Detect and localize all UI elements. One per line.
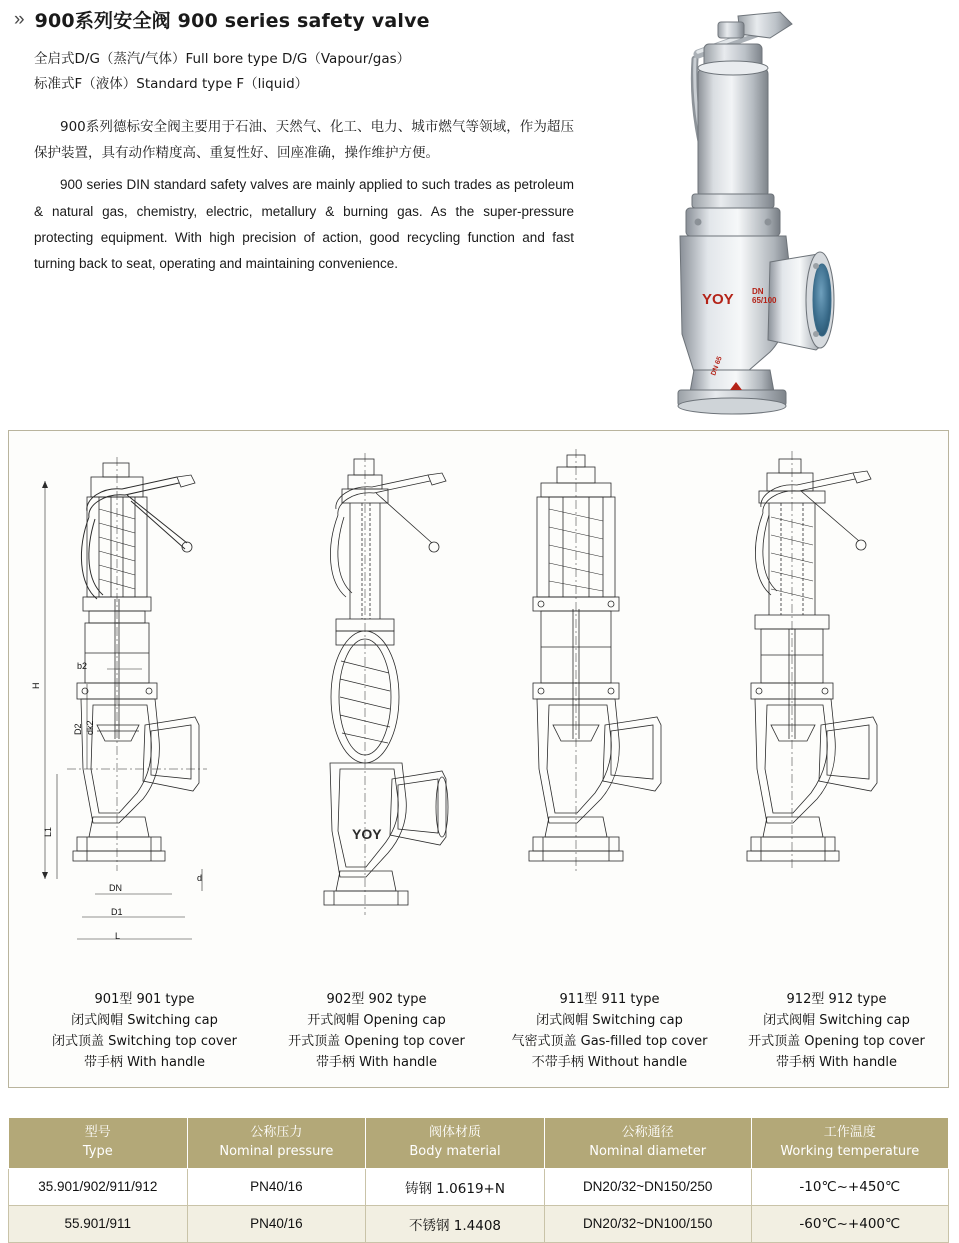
intro-paragraph-cn <box>34 115 574 166</box>
caption-912-line3: 带手柄 With handle <box>775 1055 898 1071</box>
intro-paragraph-en-text: 900 series DIN standard safety valves are mainly applied to such trades as petroleum & natural gas, chemistry, electric, metallury & burning gas. As the super-pressure protecting equipment. With high precision of action, good recycling function and fast turning back to seat, operating and maintaining convenience. <box>34 177 574 272</box>
row2-diameter: DN20/32~DN100/150 <box>544 1205 751 1242</box>
dim-label-h: H <box>31 682 41 689</box>
spec-header-pressure-cn: 公称压力 <box>250 1125 303 1140</box>
spec-header-temperature-en: Working temperature <box>780 1143 920 1159</box>
drawing-901-svg <box>27 439 262 979</box>
spec-header-type-en: Type <box>82 1143 113 1159</box>
row2-material: 不锈钢 1.4408 <box>366 1205 545 1242</box>
row1-type: 35.901/902/911/912 <box>9 1168 188 1205</box>
intro-paragraph-cn-text: 900系列德标安全阀主要用于石油、天然气、化工、电力、城市燃气等领域，作为超压保护装置，具有动作精度高、重复性好、回座准确，操作维护方便。 <box>34 118 574 161</box>
spec-header-type <box>9 1118 188 1169</box>
caption-901-title: 901型 901 type <box>94 992 195 1007</box>
intro-line-2: 标准式F（液体）Standard type F（liquid） <box>34 75 309 92</box>
intro-line-1: 全启式D/G（蒸汽/气体）Full bore type D/G（Vapour/gas） <box>34 51 411 67</box>
drawing-911 <box>479 439 714 979</box>
caption-912 <box>719 989 954 1073</box>
row1-temperature: -10℃~+450℃ <box>751 1168 948 1205</box>
drawing-902 <box>264 439 499 979</box>
spec-header-type-cn: 型号 <box>84 1125 111 1140</box>
spec-table-header-row <box>9 1118 949 1169</box>
dim-label-d: d <box>197 873 203 883</box>
caption-912-line1: 闭式阀帽 Switching cap <box>763 1013 910 1029</box>
drawing-911-svg <box>479 439 714 979</box>
caption-911-line1: 闭式阀帽 Switching cap <box>536 1013 683 1029</box>
caption-911-line3: 不带手柄 Without handle <box>531 1055 688 1071</box>
spec-table <box>8 1117 949 1243</box>
spec-header-temperature <box>751 1118 948 1169</box>
caption-902-line3: 带手柄 With handle <box>315 1055 438 1071</box>
svg-text:DN 65: DN 65 <box>710 355 724 377</box>
table-row <box>9 1205 949 1242</box>
caption-912-line2: 开式顶盖 Opening top cover <box>748 1034 925 1050</box>
product-photo <box>620 4 950 424</box>
drawing-912-svg <box>699 439 934 979</box>
svg-text:65/100: 65/100 <box>752 296 777 305</box>
caption-902-line2: 开式顶盖 Opening top cover <box>288 1034 465 1050</box>
caption-912-title: 912型 912 type <box>786 992 887 1007</box>
dim-label-dn: DN <box>109 883 122 893</box>
row2-type: 55.901/911 <box>9 1205 188 1242</box>
row1-diameter: DN20/32~DN150/250 <box>544 1168 751 1205</box>
spec-header-diameter-en: Nominal diameter <box>589 1143 707 1159</box>
spec-header-pressure-en: Nominal pressure <box>219 1143 334 1159</box>
caption-902-line1: 开式阀帽 Opening cap <box>307 1013 446 1029</box>
intro-paragraph-en <box>34 172 574 277</box>
chevron-right-icon: » <box>14 9 25 30</box>
spec-header-diameter <box>544 1118 751 1169</box>
product-photo-illustration <box>620 4 950 424</box>
page-title: 900系列安全阀 900 series safety valve <box>34 10 430 32</box>
drawings-panel <box>8 430 949 1088</box>
row2-temperature: -60℃~+400℃ <box>751 1205 948 1242</box>
drawing-912 <box>699 439 934 979</box>
caption-911-line2: 气密式顶盖 Gas-filled top cover <box>511 1034 708 1050</box>
drawing-902-svg <box>264 439 499 979</box>
caption-911-title: 911型 911 type <box>559 992 660 1007</box>
spec-header-material-en: Body material <box>409 1143 501 1159</box>
spec-header-diameter-cn: 公称通径 <box>621 1125 674 1140</box>
caption-911 <box>492 989 727 1073</box>
caption-901-line1: 闭式阀帽 Switching cap <box>71 1013 218 1029</box>
dim-label-l: L <box>115 931 121 941</box>
caption-901-line3: 带手柄 With handle <box>83 1055 206 1071</box>
dim-label-d1: D1 <box>111 907 123 917</box>
photo-brand-label: YOY <box>702 291 734 308</box>
table-row <box>9 1168 949 1205</box>
caption-901-line2: 闭式顶盖 Switching top cover <box>52 1034 237 1050</box>
caption-902 <box>259 989 494 1073</box>
dim-label-dk2: dk2 <box>85 720 95 735</box>
row1-material: 铸钢 1.0619+N <box>366 1168 545 1205</box>
spec-header-material-cn: 阀体材质 <box>428 1125 481 1140</box>
dim-label-l1: L1 <box>43 826 53 837</box>
spec-header-temperature-cn: 工作温度 <box>823 1125 876 1140</box>
spec-header-material <box>366 1118 545 1169</box>
spec-header-pressure <box>187 1118 366 1169</box>
drawing-901 <box>27 439 262 979</box>
row1-pressure: PN40/16 <box>187 1168 366 1205</box>
dim-label-d2: D2 <box>73 723 83 735</box>
row2-pressure: PN40/16 <box>187 1205 366 1242</box>
drawing-logo-902: YOY <box>352 826 382 842</box>
svg-text:DN: DN <box>752 287 764 296</box>
caption-901 <box>27 989 262 1073</box>
intro-block <box>34 47 574 277</box>
caption-902-title: 902型 902 type <box>326 992 427 1007</box>
dim-label-b2: b2 <box>77 661 88 671</box>
